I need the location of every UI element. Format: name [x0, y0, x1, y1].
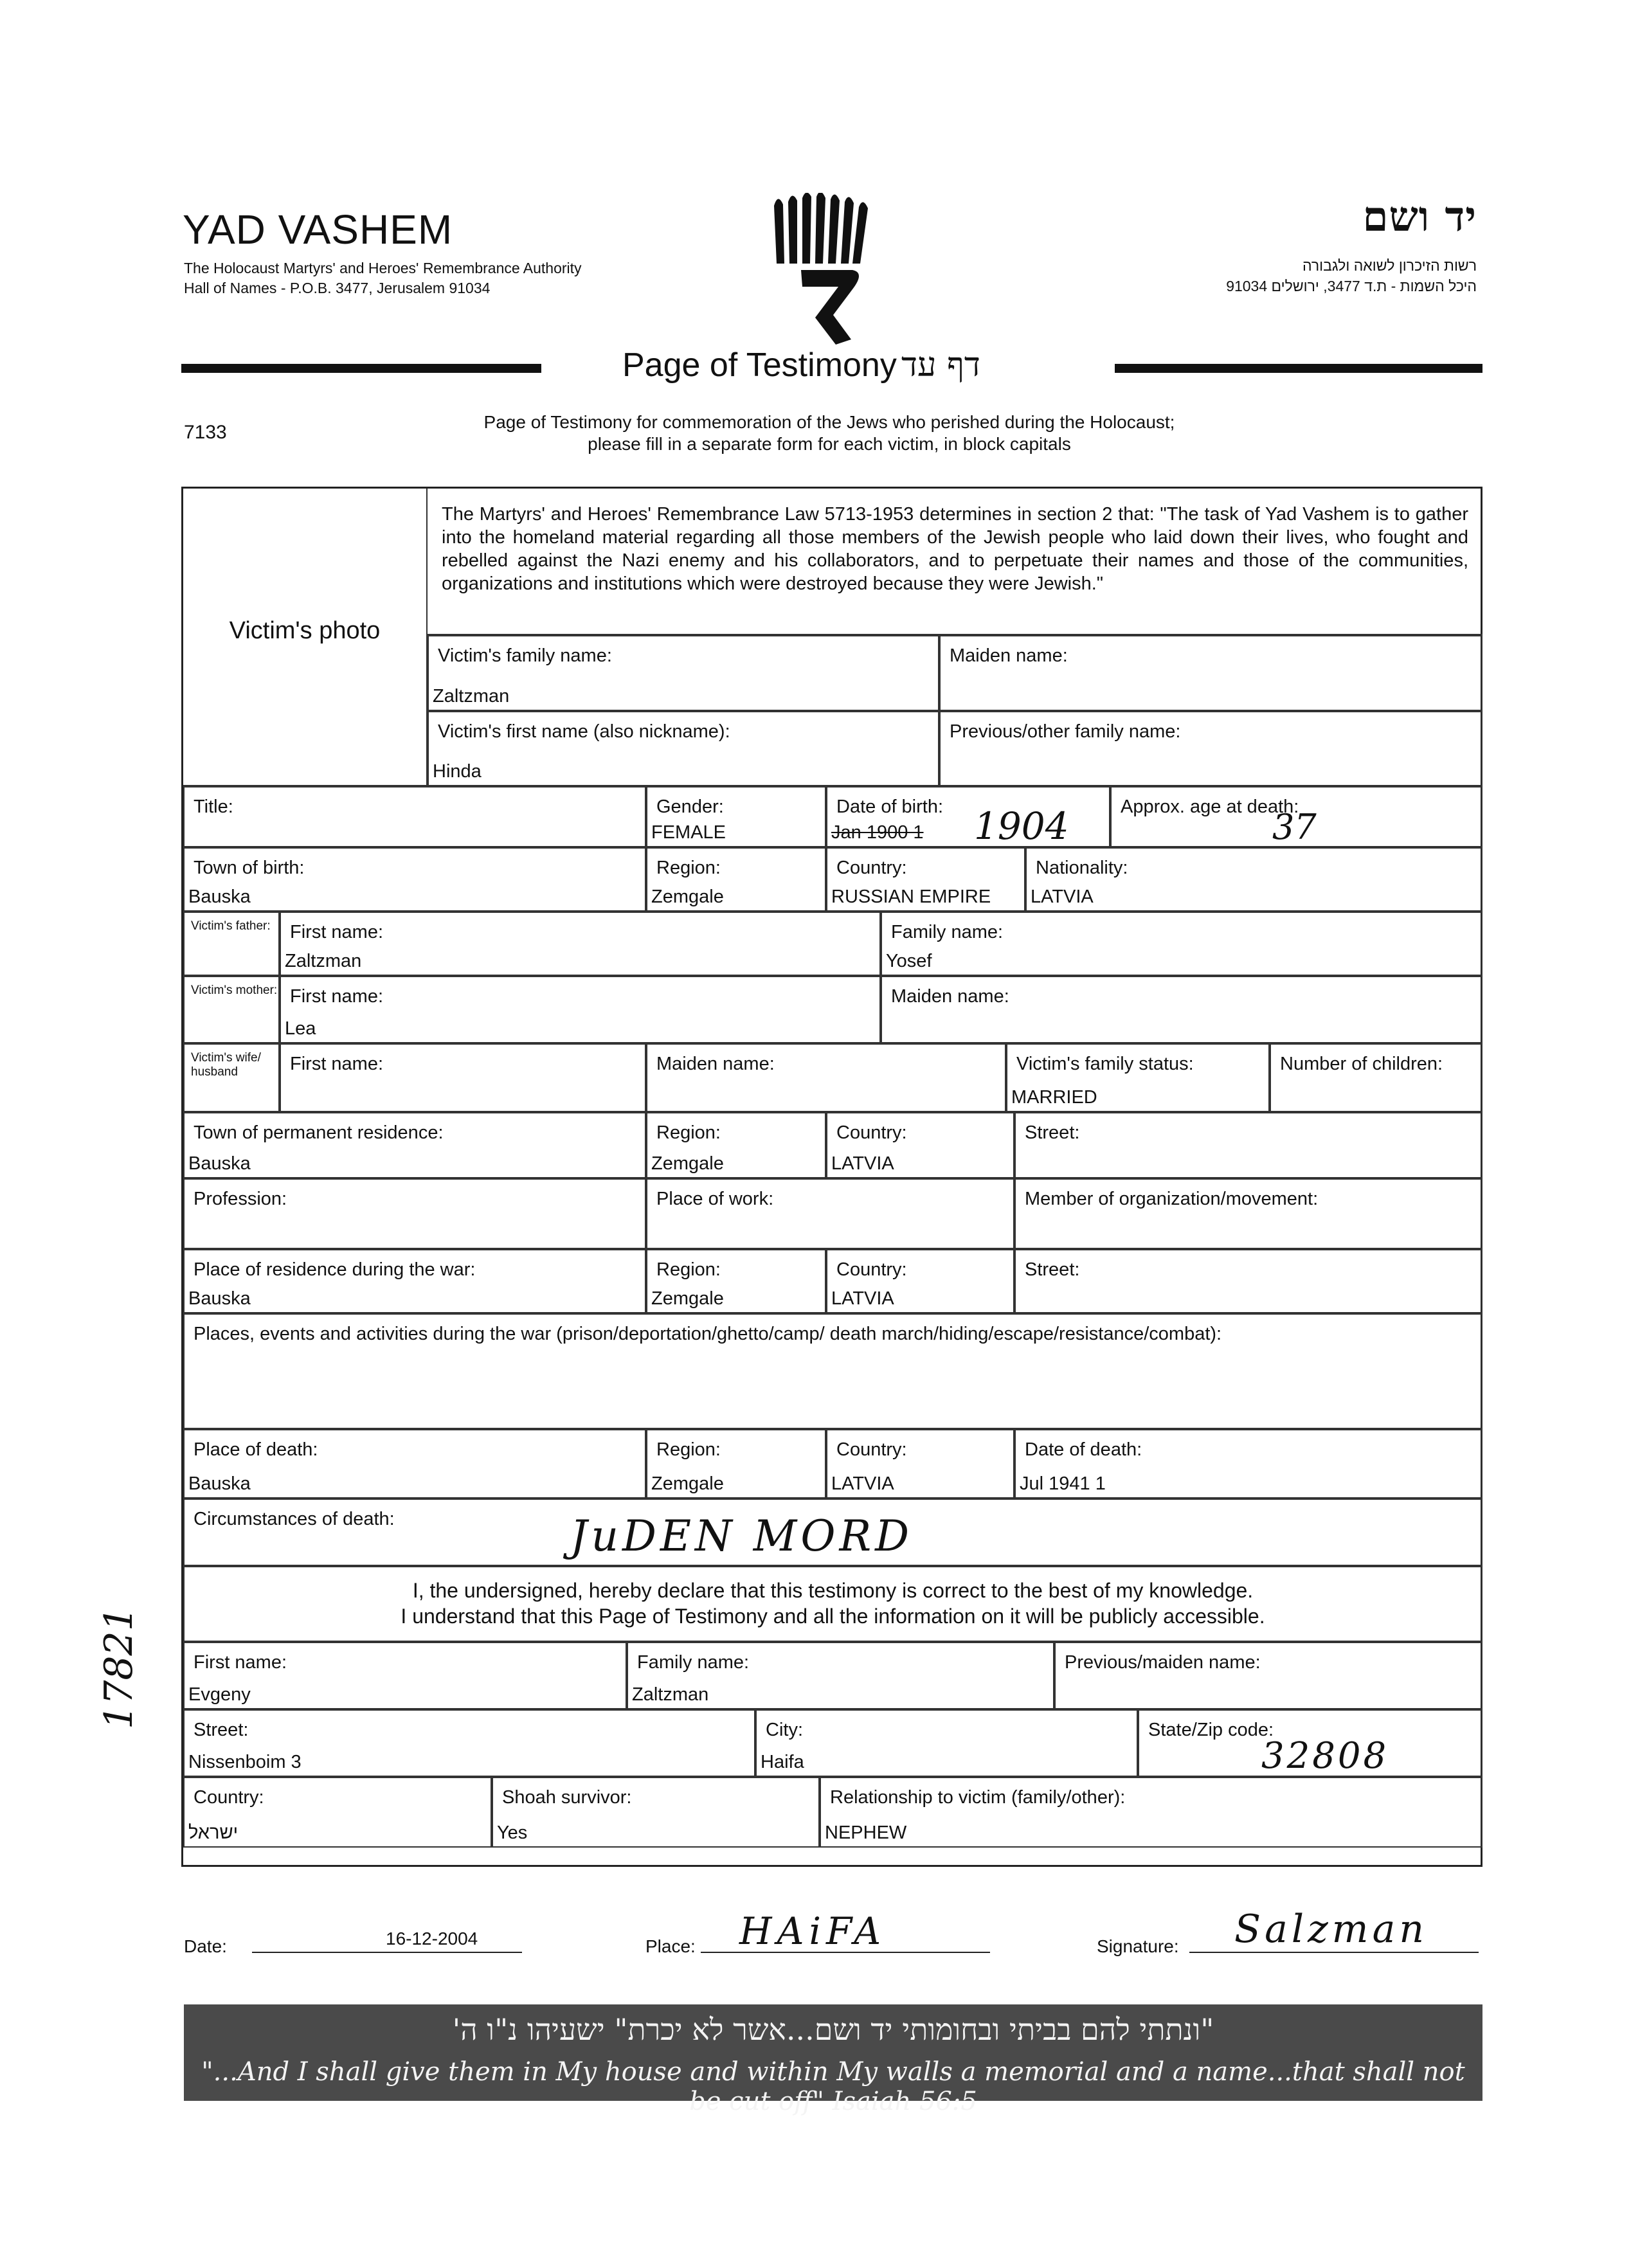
- death-region-value: Zemgale: [651, 1473, 724, 1494]
- mother-row-label-box: [183, 976, 280, 1043]
- father-row-label: Victim's father:: [191, 919, 271, 933]
- residence-town-field[interactable]: [183, 1112, 646, 1178]
- law-box: [428, 489, 1482, 635]
- residence-town-label: Town of permanent residence:: [194, 1122, 444, 1143]
- birth-country-label: Country:: [836, 858, 907, 878]
- submitter-street-label: Street:: [194, 1720, 249, 1740]
- gender-field[interactable]: [646, 786, 826, 847]
- submitter-street-value: Nissenboim 3: [188, 1752, 302, 1772]
- date-of-birth-struck: Jan 1900 1: [831, 822, 924, 843]
- father-row-label-box: [183, 912, 280, 976]
- birth-region-label: Region:: [656, 858, 721, 878]
- war-events-label: Places, events and activities during the war (prison/deportation/ghetto/camp/ death march/hiding/escape/resistance/combat):: [194, 1324, 1222, 1344]
- father-first-name-label: First name:: [290, 922, 384, 942]
- spouse-maiden-name-field[interactable]: [646, 1043, 1006, 1112]
- place-of-work-field[interactable]: [646, 1178, 1014, 1249]
- family-status-field[interactable]: [1006, 1043, 1270, 1112]
- family-name-field[interactable]: [428, 635, 939, 711]
- birth-region-value: Zemgale: [651, 887, 724, 907]
- signature-line: [1189, 1952, 1479, 1953]
- spouse-row-label-box: [183, 1043, 280, 1112]
- signature-label: Signature:: [1097, 1936, 1179, 1956]
- mother-first-name-label: First name:: [290, 986, 384, 1007]
- date-of-death-label: Date of death:: [1025, 1439, 1142, 1460]
- family-name-label: Victim's family name:: [438, 645, 612, 666]
- gender-value: FEMALE: [651, 822, 726, 843]
- age-at-death-label: Approx. age at death:: [1121, 797, 1299, 817]
- war-region-field[interactable]: [646, 1249, 826, 1313]
- nationality-label: Nationality:: [1036, 858, 1128, 878]
- date-label: Date:: [184, 1936, 227, 1956]
- relationship-label: Relationship to victim (family/other):: [830, 1787, 1126, 1808]
- intro-text: [411, 411, 1247, 455]
- war-events-field[interactable]: [183, 1313, 1482, 1429]
- date-of-death-field[interactable]: [1014, 1429, 1482, 1498]
- submitter-city-field[interactable]: [755, 1709, 1138, 1777]
- declaration-line-1: I, the undersigned, hereby declare that this testimony is correct to the best of my knowledge.: [412, 1579, 1254, 1602]
- submitter-first-name-label: First name:: [194, 1652, 287, 1673]
- address-en: Hall of Names - P.O.B. 3477, Jerusalem 91034: [184, 280, 491, 296]
- birth-country-value: RUSSIAN EMPIRE: [831, 887, 991, 907]
- submitter-previous-name-field[interactable]: [1054, 1642, 1482, 1709]
- submitter-city-label: City:: [766, 1720, 803, 1740]
- submitter-previous-name-label: Previous/maiden name:: [1065, 1652, 1261, 1673]
- mother-maiden-name-field[interactable]: [881, 976, 1482, 1043]
- mother-maiden-name-label: Maiden name:: [891, 986, 1009, 1007]
- age-at-death-handwritten: 37: [1272, 807, 1317, 847]
- submitter-first-name-value: Evgeny: [188, 1684, 251, 1705]
- title-label: Title:: [194, 797, 233, 817]
- address-he: היכל השמות - ת.ד 3477, ירושלים 91034: [1226, 278, 1477, 294]
- age-at-death-field[interactable]: [1110, 786, 1482, 847]
- shoah-survivor-label: Shoah survivor:: [502, 1787, 632, 1808]
- death-country-value: LATVIA: [831, 1473, 894, 1494]
- father-first-name-value: Zaltzman: [285, 951, 362, 971]
- death-country-field[interactable]: [826, 1429, 1014, 1498]
- death-region-field[interactable]: [646, 1429, 826, 1498]
- relationship-value: NEPHEW: [825, 1823, 907, 1843]
- family-status-label: Victim's family status:: [1016, 1054, 1194, 1074]
- organization-field[interactable]: [1014, 1178, 1482, 1249]
- place-of-death-field[interactable]: [183, 1429, 646, 1498]
- submitter-family-name-label: Family name:: [637, 1652, 750, 1673]
- spouse-row-label: Victim's wife/ husband: [191, 1051, 261, 1079]
- war-residence-label: Place of residence during the war:: [194, 1259, 476, 1280]
- submitter-street-field[interactable]: [183, 1709, 755, 1777]
- father-family-name-value: Yosef: [886, 951, 932, 971]
- father-family-name-label: Family name:: [891, 922, 1004, 942]
- war-country-field[interactable]: [826, 1249, 1014, 1313]
- relationship-field[interactable]: [820, 1777, 1482, 1848]
- victim-photo-label: Victim's photo: [229, 617, 381, 644]
- mother-first-name-value: Lea: [285, 1018, 316, 1039]
- circumstances-field[interactable]: [183, 1498, 1482, 1566]
- first-name-value: Hinda: [433, 761, 482, 782]
- title-field[interactable]: [183, 786, 646, 847]
- spouse-first-name-field[interactable]: [280, 1043, 646, 1112]
- birth-country-field[interactable]: [826, 847, 1025, 912]
- date-line: [252, 1952, 522, 1953]
- residence-country-field[interactable]: [826, 1112, 1014, 1178]
- testimony-form: [181, 487, 1482, 1867]
- quote-hebrew: "ונתתי להם בביתי ובחומותי יד ושם...אשר לא יכרת" ישעיהו נ"ו ה': [452, 2012, 1214, 2047]
- title-rule-right: [1115, 364, 1482, 373]
- war-region-value: Zemgale: [651, 1288, 724, 1309]
- residence-region-field[interactable]: [646, 1112, 826, 1178]
- death-country-label: Country:: [836, 1439, 907, 1460]
- family-status-value: MARRIED: [1011, 1087, 1097, 1108]
- previous-family-name-field[interactable]: [939, 711, 1482, 786]
- org-name-he: יד ושם: [1362, 193, 1477, 241]
- profession-label: Profession:: [194, 1189, 287, 1209]
- title-rule-left: [181, 364, 541, 373]
- first-name-label: Victim's first name (also nickname):: [438, 721, 730, 742]
- maiden-name-label: Maiden name:: [950, 645, 1068, 666]
- war-country-label: Country:: [836, 1259, 907, 1280]
- declaration-box: [183, 1566, 1482, 1642]
- town-of-birth-label: Town of birth:: [194, 858, 305, 878]
- authority-he: רשות הזיכרון לשואה ולגבורה: [1302, 257, 1477, 274]
- page-title-he: דף עד: [901, 346, 980, 384]
- war-residence-field[interactable]: [183, 1249, 646, 1313]
- date-value: 16-12-2004: [386, 1929, 478, 1949]
- town-of-birth-value: Bauska: [188, 887, 251, 907]
- nationality-value: LATVIA: [1031, 887, 1094, 907]
- intro-line-1: Page of Testimony for commemoration of the Jews who perished during the Holocaust;: [483, 412, 1175, 432]
- submitter-first-name-field[interactable]: [183, 1642, 627, 1709]
- page-title-en: Page of Testimony: [622, 346, 897, 384]
- number-of-children-label: Number of children:: [1280, 1054, 1443, 1074]
- place-of-death-value: Bauska: [188, 1473, 251, 1494]
- circumstances-handwritten: JuDEN MORD: [570, 1511, 914, 1561]
- gender-label: Gender:: [656, 797, 724, 817]
- date-of-birth-label: Date of birth:: [836, 797, 944, 817]
- submitter-city-value: Haifa: [761, 1752, 804, 1772]
- date-of-birth-handwritten: 1904: [974, 804, 1069, 848]
- war-residence-value: Bauska: [188, 1288, 251, 1309]
- place-of-death-label: Place of death:: [194, 1439, 318, 1460]
- maiden-name-field[interactable]: [939, 635, 1482, 711]
- shoah-survivor-value: Yes: [497, 1823, 528, 1843]
- place-handwritten: HAiFA: [739, 1909, 887, 1953]
- submitter-family-name-field[interactable]: [627, 1642, 1054, 1709]
- birth-region-field[interactable]: [646, 847, 826, 912]
- war-street-label: Street:: [1025, 1259, 1080, 1280]
- war-street-field[interactable]: [1014, 1249, 1482, 1313]
- nationality-field[interactable]: [1025, 847, 1482, 912]
- quote-english: "...And I shall give them in My house and within My walls a memorial and a name...that shall not be cut off" Isaiah 56:5: [201, 2057, 1465, 2116]
- father-first-name-field[interactable]: [280, 912, 881, 976]
- org-name-en: YAD VASHEM: [183, 206, 453, 253]
- victim-photo-box: [183, 489, 428, 786]
- circumstances-label: Circumstances of death:: [194, 1509, 395, 1529]
- submitter-country-value: ישראל: [188, 1823, 239, 1843]
- residence-street-label: Street:: [1025, 1122, 1080, 1143]
- yad-vashem-logo: [769, 193, 872, 347]
- war-country-value: LATVIA: [831, 1288, 894, 1309]
- submitter-family-name-value: Zaltzman: [632, 1684, 709, 1705]
- residence-street-field[interactable]: [1014, 1112, 1482, 1178]
- residence-country-value: LATVIA: [831, 1153, 894, 1174]
- death-region-label: Region:: [656, 1439, 721, 1460]
- mother-row-label: Victim's mother:: [191, 984, 278, 997]
- spouse-first-name-label: First name:: [290, 1054, 384, 1074]
- signature-handwritten: Salzman: [1234, 1907, 1428, 1952]
- margin-handwritten-number: 17821: [96, 1607, 141, 1729]
- submitter-zip-label: State/Zip code:: [1148, 1720, 1274, 1740]
- war-region-label: Region:: [656, 1259, 721, 1280]
- first-name-field[interactable]: [428, 711, 939, 786]
- residence-country-label: Country:: [836, 1122, 907, 1143]
- reference-number: 7133: [184, 422, 227, 443]
- mother-first-name-field[interactable]: [280, 976, 881, 1043]
- submitter-country-label: Country:: [194, 1787, 264, 1808]
- date-of-birth-field[interactable]: [826, 786, 1110, 847]
- place-label: Place:: [645, 1936, 696, 1956]
- organization-label: Member of organization/movement:: [1025, 1189, 1319, 1209]
- date-of-death-value: Jul 1941 1: [1020, 1473, 1106, 1494]
- shoah-survivor-field[interactable]: [492, 1777, 820, 1848]
- isaiah-quote-banner: [184, 2004, 1482, 2116]
- residence-region-value: Zemgale: [651, 1153, 724, 1174]
- father-family-name-field[interactable]: [881, 912, 1482, 976]
- declaration-line-2: I understand that this Page of Testimony and all the information on it will be publicly accessible.: [401, 1605, 1265, 1628]
- spouse-maiden-name-label: Maiden name:: [656, 1054, 775, 1074]
- residence-town-value: Bauska: [188, 1153, 251, 1174]
- submitter-zip-handwritten: 32808: [1261, 1735, 1389, 1777]
- residence-region-label: Region:: [656, 1122, 721, 1143]
- town-of-birth-field[interactable]: [183, 847, 646, 912]
- submitter-zip-field[interactable]: [1138, 1709, 1482, 1777]
- place-of-work-label: Place of work:: [656, 1189, 774, 1209]
- intro-line-2: please fill in a separate form for each victim, in block capitals: [588, 434, 1071, 454]
- law-text: The Martyrs' and Heroes' Remembrance Law 5713-1953 determines in section 2 that: "The task of Yad Vashem is to gather into the homeland material regarding all those members of the Jewish people who laid down their lives, who fought and rebelled against the Nazi enemy and his collaborators, and to perpetuate their names and those of the communities, organizations and institutions which were destroyed because they were Jewish.": [442, 504, 1468, 594]
- family-name-value: Zaltzman: [433, 686, 510, 706]
- authority-en: The Holocaust Martyrs' and Heroes' Remembrance Authority: [184, 260, 582, 276]
- number-of-children-field[interactable]: [1270, 1043, 1482, 1112]
- profession-field[interactable]: [183, 1178, 646, 1249]
- submitter-country-field[interactable]: [183, 1777, 492, 1848]
- previous-family-name-label: Previous/other family name:: [950, 721, 1181, 742]
